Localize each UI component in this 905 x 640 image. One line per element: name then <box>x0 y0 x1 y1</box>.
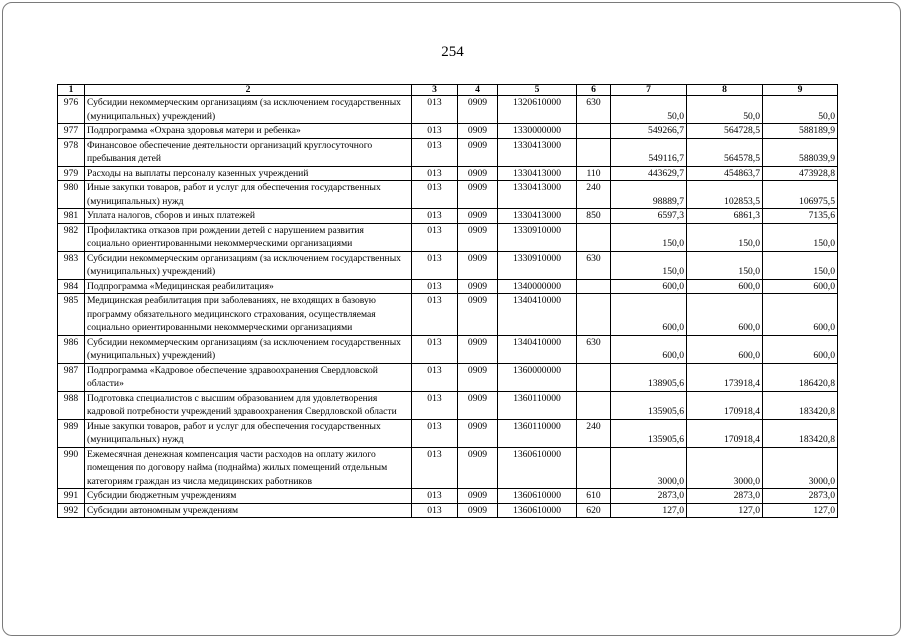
ministry-code: 013 <box>412 489 458 504</box>
amount-col-7: 6597,3 <box>611 209 687 224</box>
ministry-code: 013 <box>412 209 458 224</box>
amount-col-7: 549116,7 <box>611 138 687 166</box>
column-header: 9 <box>763 85 838 96</box>
target-article-code: 1340410000 <box>498 335 577 363</box>
amount-col-8: 600,0 <box>687 294 763 336</box>
column-header: 7 <box>611 85 687 96</box>
row-number: 980 <box>58 181 85 209</box>
expense-type-code: 110 <box>577 166 611 181</box>
amount-col-8: 150,0 <box>687 251 763 279</box>
row-number: 986 <box>58 335 85 363</box>
amount-col-8: 600,0 <box>687 335 763 363</box>
amount-col-9: 2873,0 <box>763 489 838 504</box>
target-article-code: 1340000000 <box>498 279 577 294</box>
amount-col-9: 150,0 <box>763 223 838 251</box>
expense-type-code <box>577 138 611 166</box>
ministry-code: 013 <box>412 363 458 391</box>
target-article-code: 1330910000 <box>498 251 577 279</box>
ministry-code: 013 <box>412 419 458 447</box>
expense-type-code: 240 <box>577 181 611 209</box>
section-code: 0909 <box>458 489 498 504</box>
expense-type-code: 850 <box>577 209 611 224</box>
amount-col-8: 6861,3 <box>687 209 763 224</box>
amount-col-9: 7135,6 <box>763 209 838 224</box>
header-row <box>58 85 838 96</box>
table-row <box>58 166 838 181</box>
row-name: Субсидии некоммерческим организациям (за исключением государственных (муниципальных) учреждений) <box>85 251 412 279</box>
amount-col-9: 150,0 <box>763 251 838 279</box>
amount-col-8: 564578,5 <box>687 138 763 166</box>
budget-table <box>57 84 838 518</box>
table-row <box>58 294 838 336</box>
row-number: 990 <box>58 447 85 489</box>
target-article-code: 1360610000 <box>498 503 577 518</box>
row-name: Ежемесячная денежная компенсация части расходов на оплату жилого помещения по договору найма (поднайма) жилых помещений отдельным категориям граждан из числа медицинских работников <box>85 447 412 489</box>
amount-col-8: 127,0 <box>687 503 763 518</box>
section-code: 0909 <box>458 181 498 209</box>
amount-col-7: 3000,0 <box>611 447 687 489</box>
target-article-code: 1360000000 <box>498 363 577 391</box>
ministry-code: 013 <box>412 166 458 181</box>
row-number: 979 <box>58 166 85 181</box>
expense-type-code <box>577 279 611 294</box>
row-name: Иные закупки товаров, работ и услуг для обеспечения государственных (муниципальных) нужд <box>85 181 412 209</box>
expense-type-code: 240 <box>577 419 611 447</box>
target-article-code: 1330910000 <box>498 223 577 251</box>
amount-col-9: 106975,5 <box>763 181 838 209</box>
table-row <box>58 279 838 294</box>
row-name: Расходы на выплаты персоналу казенных учреждений <box>85 166 412 181</box>
target-article-code: 1360110000 <box>498 391 577 419</box>
ministry-code: 013 <box>412 294 458 336</box>
table-body <box>58 96 838 518</box>
expense-type-code <box>577 223 611 251</box>
section-code: 0909 <box>458 279 498 294</box>
section-code: 0909 <box>458 363 498 391</box>
table-row <box>58 181 838 209</box>
row-name: Субсидии некоммерческим организациям (за исключением государственных (муниципальных) учреждений) <box>85 335 412 363</box>
amount-col-7: 150,0 <box>611 223 687 251</box>
section-code: 0909 <box>458 447 498 489</box>
target-article-code: 1320610000 <box>498 96 577 124</box>
amount-col-9: 3000,0 <box>763 447 838 489</box>
row-name: Подпрограмма «Охрана здоровья матери и ребенка» <box>85 124 412 139</box>
expense-type-code <box>577 124 611 139</box>
amount-col-9: 600,0 <box>763 279 838 294</box>
page-number: 254 <box>441 44 464 60</box>
target-article-code: 1360610000 <box>498 489 577 504</box>
amount-col-7: 2873,0 <box>611 489 687 504</box>
row-number: 976 <box>58 96 85 124</box>
section-code: 0909 <box>458 503 498 518</box>
section-code: 0909 <box>458 138 498 166</box>
section-code: 0909 <box>458 335 498 363</box>
column-header: 5 <box>498 85 577 96</box>
target-article-code: 1360110000 <box>498 419 577 447</box>
row-number: 992 <box>58 503 85 518</box>
row-number: 988 <box>58 391 85 419</box>
row-number: 984 <box>58 279 85 294</box>
row-number: 978 <box>58 138 85 166</box>
expense-type-code <box>577 391 611 419</box>
row-number: 981 <box>58 209 85 224</box>
amount-col-9: 600,0 <box>763 335 838 363</box>
amount-col-7: 150,0 <box>611 251 687 279</box>
ministry-code: 013 <box>412 124 458 139</box>
column-header: 4 <box>458 85 498 96</box>
amount-col-8: 564728,5 <box>687 124 763 139</box>
row-name: Медицинская реабилитация при заболеваниях, не входящих в базовую программу обязательного медицинского страхования, осуществляемая социально ориентированными некоммерческими организациями <box>85 294 412 336</box>
row-name: Финансовое обеспечение деятельности организаций круглосуточного пребывания детей <box>85 138 412 166</box>
expense-type-code: 610 <box>577 489 611 504</box>
row-name: Подготовка специалистов с высшим образованием для удовлетворения кадровой потребности учреждений здравоохранения Свердловской области <box>85 391 412 419</box>
section-code: 0909 <box>458 294 498 336</box>
expense-type-code: 630 <box>577 335 611 363</box>
amount-col-8: 150,0 <box>687 223 763 251</box>
row-number: 983 <box>58 251 85 279</box>
column-header: 6 <box>577 85 611 96</box>
target-article-code: 1330413000 <box>498 209 577 224</box>
amount-col-7: 127,0 <box>611 503 687 518</box>
row-name: Субсидии некоммерческим организациям (за исключением государственных (муниципальных) учреждений) <box>85 96 412 124</box>
table-row <box>58 419 838 447</box>
expense-type-code <box>577 294 611 336</box>
amount-col-9: 127,0 <box>763 503 838 518</box>
amount-col-9: 183420,8 <box>763 391 838 419</box>
section-code: 0909 <box>458 166 498 181</box>
amount-col-8: 600,0 <box>687 279 763 294</box>
section-code: 0909 <box>458 223 498 251</box>
amount-col-8: 170918,4 <box>687 419 763 447</box>
amount-col-9: 183420,8 <box>763 419 838 447</box>
column-header: 2 <box>85 85 412 96</box>
table-row <box>58 489 838 504</box>
table-row <box>58 447 838 489</box>
table-row <box>58 363 838 391</box>
table-row <box>58 124 838 139</box>
amount-col-9: 588189,9 <box>763 124 838 139</box>
table-row <box>58 223 838 251</box>
ministry-code: 013 <box>412 138 458 166</box>
row-number: 977 <box>58 124 85 139</box>
section-code: 0909 <box>458 419 498 447</box>
amount-col-7: 443629,7 <box>611 166 687 181</box>
table-row <box>58 391 838 419</box>
column-header: 1 <box>58 85 85 96</box>
column-header: 3 <box>412 85 458 96</box>
section-code: 0909 <box>458 209 498 224</box>
amount-col-9: 186420,8 <box>763 363 838 391</box>
row-name: Подпрограмма «Кадровое обеспечение здравоохранения Свердловской области» <box>85 363 412 391</box>
amount-col-8: 102853,5 <box>687 181 763 209</box>
ministry-code: 013 <box>412 447 458 489</box>
expense-type-code: 630 <box>577 251 611 279</box>
row-number: 982 <box>58 223 85 251</box>
expense-type-code <box>577 363 611 391</box>
column-header: 8 <box>687 85 763 96</box>
amount-col-8: 454863,7 <box>687 166 763 181</box>
amount-col-8: 2873,0 <box>687 489 763 504</box>
expense-type-code: 630 <box>577 96 611 124</box>
table-row <box>58 96 838 124</box>
section-code: 0909 <box>458 96 498 124</box>
target-article-code: 1330000000 <box>498 124 577 139</box>
amount-col-7: 135905,6 <box>611 419 687 447</box>
ministry-code: 013 <box>412 391 458 419</box>
target-article-code: 1330413000 <box>498 138 577 166</box>
row-name: Субсидии бюджетным учреждениям <box>85 489 412 504</box>
amount-col-7: 549266,7 <box>611 124 687 139</box>
row-number: 985 <box>58 294 85 336</box>
section-code: 0909 <box>458 251 498 279</box>
section-code: 0909 <box>458 124 498 139</box>
ministry-code: 013 <box>412 96 458 124</box>
table-row <box>58 138 838 166</box>
target-article-code: 1360610000 <box>498 447 577 489</box>
amount-col-7: 600,0 <box>611 335 687 363</box>
row-number: 989 <box>58 419 85 447</box>
expense-type-code: 620 <box>577 503 611 518</box>
amount-col-9: 600,0 <box>763 294 838 336</box>
ministry-code: 013 <box>412 279 458 294</box>
section-code: 0909 <box>458 391 498 419</box>
row-name: Подпрограмма «Медицинская реабилитация» <box>85 279 412 294</box>
amount-col-8: 50,0 <box>687 96 763 124</box>
amount-col-7: 98889,7 <box>611 181 687 209</box>
ministry-code: 013 <box>412 181 458 209</box>
ministry-code: 013 <box>412 335 458 363</box>
amount-col-7: 600,0 <box>611 279 687 294</box>
table-row <box>58 209 838 224</box>
row-name: Уплата налогов, сборов и иных платежей <box>85 209 412 224</box>
ministry-code: 013 <box>412 223 458 251</box>
amount-col-9: 473928,8 <box>763 166 838 181</box>
amount-col-9: 50,0 <box>763 96 838 124</box>
expense-type-code <box>577 447 611 489</box>
target-article-code: 1330413000 <box>498 181 577 209</box>
ministry-code: 013 <box>412 251 458 279</box>
amount-col-7: 138905,6 <box>611 363 687 391</box>
amount-col-8: 170918,4 <box>687 391 763 419</box>
row-name: Профилактика отказов при рождении детей с нарушением развития социально ориентированными некоммерческими организациями <box>85 223 412 251</box>
amount-col-7: 600,0 <box>611 294 687 336</box>
amount-col-8: 173918,4 <box>687 363 763 391</box>
table-row <box>58 503 838 518</box>
table-row <box>58 335 838 363</box>
amount-col-9: 588039,9 <box>763 138 838 166</box>
amount-col-7: 135905,6 <box>611 391 687 419</box>
target-article-code: 1330413000 <box>498 166 577 181</box>
table-row <box>58 251 838 279</box>
row-number: 987 <box>58 363 85 391</box>
row-name: Иные закупки товаров, работ и услуг для обеспечения государственных (муниципальных) нужд <box>85 419 412 447</box>
amount-col-7: 50,0 <box>611 96 687 124</box>
ministry-code: 013 <box>412 503 458 518</box>
row-name: Субсидии автономным учреждениям <box>85 503 412 518</box>
row-number: 991 <box>58 489 85 504</box>
amount-col-8: 3000,0 <box>687 447 763 489</box>
target-article-code: 1340410000 <box>498 294 577 336</box>
